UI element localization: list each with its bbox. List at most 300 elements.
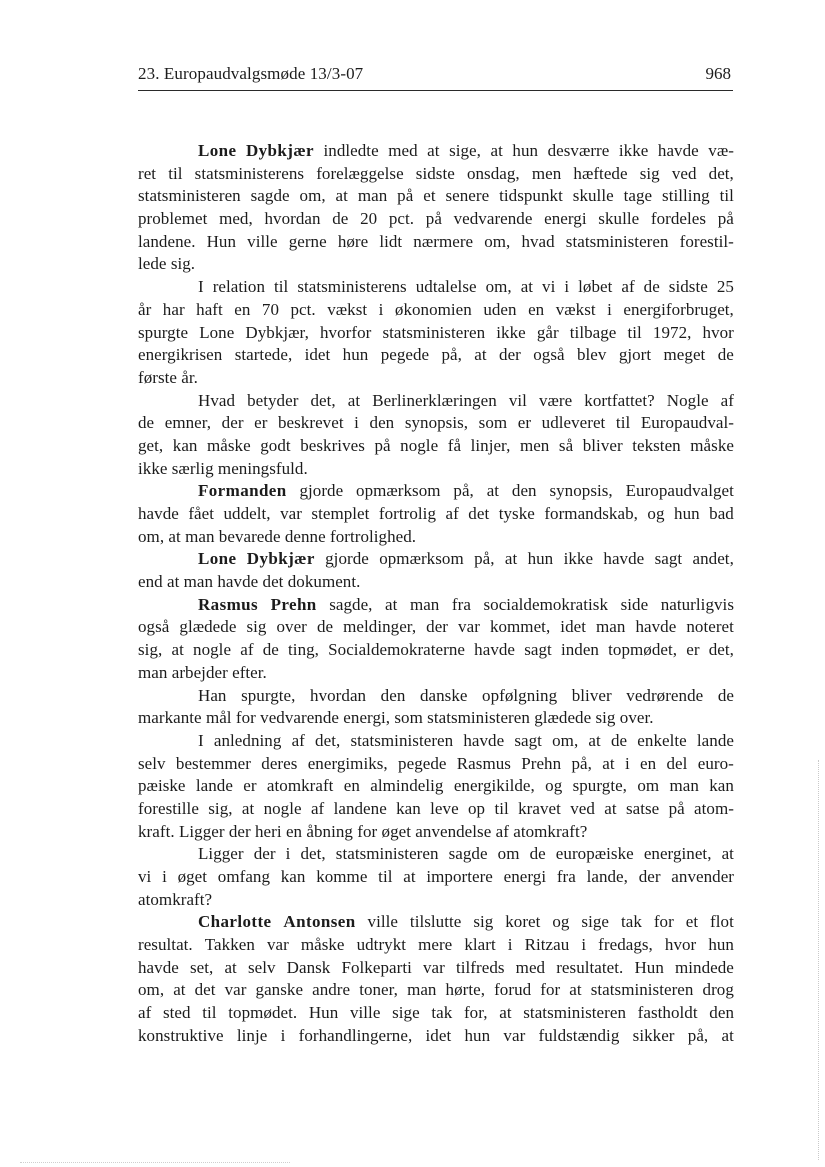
word: hun: [512, 141, 539, 160]
word: i: [564, 277, 570, 297]
word: atomkraft: [266, 776, 334, 796]
word: udtalelse: [415, 277, 477, 297]
word: hvad: [521, 231, 555, 251]
word: over: [276, 617, 307, 637]
text-line: [138, 934, 734, 957]
word: kravet: [518, 798, 561, 818]
word: ting,: [288, 640, 319, 660]
word: kan: [280, 867, 306, 886]
word: koret: [505, 912, 541, 932]
text-line: [138, 435, 734, 458]
speaker-name: Formanden: [198, 481, 287, 501]
word: kommet,: [489, 617, 551, 637]
word: var: [266, 935, 289, 955]
word: tilbage: [569, 322, 617, 342]
line-text: første år.: [138, 367, 198, 387]
word: emner,: [164, 413, 212, 433]
word: kan: [396, 798, 421, 818]
word: ganske: [255, 980, 304, 1000]
word: synopsis,: [404, 413, 469, 433]
word: uddelt,: [223, 504, 271, 523]
word: går: [536, 322, 559, 342]
word: godt: [260, 435, 291, 455]
word: i: [507, 935, 513, 955]
word: hun: [342, 345, 369, 365]
word: i: [285, 844, 291, 864]
text-line: [138, 821, 734, 844]
word: sig,: [138, 640, 163, 660]
word: de: [138, 413, 155, 433]
word: sig,: [208, 798, 233, 818]
word: vedvarende: [453, 209, 533, 229]
word: Folkeparti: [341, 957, 412, 977]
word: havde: [138, 504, 179, 523]
text-line: [138, 843, 734, 866]
text-line: [138, 526, 734, 549]
word: fuldstændig: [538, 1025, 620, 1045]
text-line: [138, 616, 734, 639]
word: 20: [360, 209, 378, 229]
word: 25: [716, 277, 734, 297]
word: til: [627, 322, 642, 342]
word: væ-: [708, 141, 734, 160]
word: ikke: [563, 549, 594, 569]
word: anledning: [213, 730, 282, 750]
word: ikke: [618, 141, 649, 160]
word: at: [490, 141, 503, 160]
word: lande: [696, 730, 734, 750]
word: hørte,: [445, 980, 486, 1000]
word: med: [388, 141, 418, 160]
word: for,: [463, 1003, 488, 1023]
word: at: [241, 798, 255, 818]
text-line: [138, 390, 734, 413]
word: det: [194, 980, 216, 1000]
word: ville: [367, 912, 398, 932]
text-line: [138, 458, 734, 481]
word: bad: [709, 504, 734, 523]
word: der: [426, 617, 449, 637]
line-text: kraft. Ligger der heri en åbning for øget anvendelse af atomkraft?: [138, 821, 588, 841]
word: startede,: [234, 345, 293, 365]
text-line: [138, 798, 734, 821]
line-text: lede sig.: [138, 254, 196, 274]
word: Europaudvalget: [625, 481, 734, 501]
word: var: [503, 1025, 526, 1045]
word: omfang: [217, 867, 271, 886]
speaker-name: Dybkjær: [245, 141, 314, 160]
word: landene.: [138, 231, 196, 251]
word: tak: [431, 1003, 453, 1023]
word: senere: [445, 186, 490, 206]
word: problemet: [138, 209, 208, 229]
word: Takken: [204, 935, 255, 955]
word: vedrørende: [626, 685, 704, 705]
word: at: [520, 277, 534, 297]
word: af: [445, 504, 459, 523]
word: enkelte: [637, 730, 687, 750]
word: Ligger: [198, 844, 244, 864]
word: for: [653, 912, 674, 932]
word: en: [640, 753, 657, 773]
word: drog: [702, 980, 734, 1000]
word: var: [423, 957, 445, 977]
word: en: [234, 299, 251, 319]
text-line: [138, 594, 734, 617]
word: Dybkjær,: [245, 322, 309, 342]
word: noteret: [686, 617, 734, 637]
text-line: [138, 253, 734, 276]
word: spurgte,: [572, 776, 627, 796]
word: tak: [620, 912, 642, 932]
word: statsministeren: [138, 186, 241, 206]
word: havde: [635, 617, 677, 637]
word: på,: [453, 481, 474, 501]
text-line: [138, 1002, 734, 1025]
word: det: [468, 504, 490, 523]
word: andre: [312, 980, 351, 1000]
word: stemplet: [311, 504, 370, 523]
word: at: [721, 1025, 734, 1045]
word: del: [666, 753, 688, 773]
word: teksten: [632, 435, 681, 455]
word: 1972,: [652, 322, 692, 342]
text-line: [138, 480, 734, 503]
word: de: [262, 640, 279, 660]
word: den: [380, 685, 406, 705]
word: der: [499, 345, 521, 365]
word: er: [686, 640, 700, 660]
word: europæiske: [555, 844, 634, 864]
word: sagde,: [329, 594, 373, 614]
word: i: [354, 413, 359, 433]
word: Lone: [199, 322, 235, 342]
word: i: [607, 299, 612, 319]
word: at: [474, 345, 487, 365]
word: ville: [349, 1003, 381, 1023]
word: der: [638, 867, 661, 886]
word: I: [198, 730, 204, 750]
word: med: [515, 957, 546, 977]
word: tage: [623, 186, 653, 206]
word: importere: [426, 867, 493, 886]
word: til: [168, 163, 183, 183]
word: sagde: [448, 844, 488, 864]
word: de: [717, 685, 734, 705]
word: vil: [508, 390, 527, 410]
word: om,: [299, 186, 326, 206]
word: Dansk: [286, 957, 331, 977]
word: og: [647, 504, 665, 523]
word: et: [423, 186, 436, 206]
word: til: [274, 277, 289, 297]
word: fortrolig: [378, 504, 437, 523]
word: vi: [138, 867, 152, 886]
word: kan: [709, 776, 734, 796]
word: relation: [212, 277, 266, 297]
word: pegede: [380, 345, 430, 365]
word: opmærksom: [356, 481, 441, 501]
word: om,: [484, 231, 511, 251]
word: om,: [552, 730, 579, 750]
word: så: [558, 435, 574, 455]
word: lande: [195, 776, 233, 796]
word: havde: [138, 957, 179, 977]
word: en: [343, 776, 360, 796]
word: bestemmer: [175, 753, 251, 773]
word: desværre: [547, 141, 610, 160]
word: statsministeren: [382, 322, 486, 342]
text-line: [138, 639, 734, 662]
word: sige: [581, 912, 610, 932]
word: hvordan: [264, 209, 321, 229]
line-text: end at man havde det dokument.: [138, 572, 361, 592]
word: Berlinerklæringen: [372, 390, 497, 410]
word: øget: [177, 867, 208, 886]
word: naturligvis: [660, 594, 734, 614]
word: at: [427, 141, 440, 160]
word: forelæggelse: [316, 163, 404, 183]
word: på,: [441, 345, 462, 365]
word: er: [243, 776, 257, 796]
word: sikker: [632, 1025, 675, 1045]
word: flot: [710, 912, 734, 932]
word: de: [643, 277, 660, 297]
word: pegede: [398, 753, 447, 773]
word: at: [588, 730, 601, 750]
word: skulle: [598, 209, 640, 229]
text-line: [138, 866, 734, 889]
word: i: [378, 299, 384, 319]
word: statsministeren: [590, 980, 694, 1000]
word: at: [347, 390, 361, 410]
word: hvorfor: [320, 322, 372, 342]
word: måske: [690, 435, 734, 455]
word: idet: [425, 1025, 452, 1045]
word: til: [202, 1003, 217, 1023]
word: anvender: [671, 867, 734, 886]
word: en: [528, 299, 545, 319]
word: fastholdt: [637, 1003, 698, 1023]
word: Hun: [206, 231, 237, 251]
word: til: [378, 867, 393, 886]
word: økonomien: [394, 299, 472, 319]
word: opfølgning: [482, 685, 558, 705]
word: nogle: [193, 640, 232, 660]
word: på: [425, 209, 442, 229]
word: fra: [556, 867, 576, 886]
word: resultatet.: [556, 957, 624, 977]
speaker-name: Lone: [198, 141, 237, 160]
word: ikke: [496, 322, 526, 342]
word: bliver: [571, 685, 612, 705]
word: pct.: [290, 299, 316, 319]
word: at: [224, 957, 237, 977]
word: energiforbruget,: [623, 299, 734, 319]
word: det,: [300, 844, 326, 864]
word: idet: [304, 345, 331, 365]
word: tyske: [498, 504, 535, 523]
word: statsministeren: [523, 1003, 626, 1023]
text-line: [138, 140, 734, 163]
word: inden: [560, 640, 599, 660]
line-text: markante mål for vedvarende energi, som statsministeren glædede sig over.: [138, 708, 654, 728]
word: statsministerens: [297, 277, 407, 297]
word: på,: [571, 753, 592, 773]
word: at: [335, 186, 348, 206]
word: man: [357, 186, 388, 206]
word: get,: [138, 435, 164, 455]
word: at: [499, 1003, 512, 1023]
word: energikrisen: [138, 345, 223, 365]
word: af: [621, 277, 635, 297]
word: udtrykt: [356, 935, 407, 955]
word: linjer,: [470, 435, 511, 455]
word: side: [620, 594, 649, 614]
word: et: [685, 912, 699, 932]
text-line: [138, 185, 734, 208]
word: energi: [544, 209, 587, 229]
word: også: [533, 345, 565, 365]
word: hæftede: [573, 163, 628, 183]
word: måske: [300, 935, 345, 955]
word: at: [171, 640, 184, 660]
word: man: [669, 776, 699, 796]
word: gerne: [288, 231, 327, 251]
word: og: [545, 776, 563, 796]
text-line: [138, 1025, 734, 1048]
word: gjort: [618, 345, 652, 365]
word: vækst: [327, 299, 368, 319]
word: spurgte,: [241, 685, 296, 705]
word: hvordan: [310, 685, 367, 705]
word: I: [198, 277, 204, 297]
word: Europaudval-: [640, 413, 734, 433]
word: Han: [198, 685, 227, 705]
word: sig: [639, 163, 660, 183]
text-line: [138, 707, 734, 730]
word: set,: [189, 957, 214, 977]
word: konstruktive: [138, 1025, 224, 1045]
word: euro-: [697, 753, 734, 773]
word: at: [385, 594, 398, 614]
word: for: [540, 980, 561, 1000]
word: forud: [494, 980, 532, 1000]
word: sagde: [250, 186, 290, 206]
word: man: [596, 617, 626, 637]
text-line: [138, 299, 734, 322]
word: til: [494, 798, 509, 818]
word: til: [615, 413, 631, 433]
word: de: [529, 844, 546, 864]
word: Rasmus: [456, 753, 511, 773]
text-line: [138, 979, 734, 1002]
speaker-name: Charlotte: [198, 912, 272, 932]
word: hvor: [702, 322, 734, 342]
word: med,: [219, 209, 253, 229]
text-line: [138, 775, 734, 798]
word: om,: [485, 277, 512, 297]
text-line: [138, 571, 734, 594]
scan-edge-marks: [816, 760, 819, 1160]
word: Socialdemokraterne: [328, 640, 465, 660]
text-line: [138, 163, 734, 186]
line-text: man arbejder efter.: [138, 662, 267, 682]
word: spurgte: [138, 322, 189, 342]
speaker-name: Lone: [198, 549, 237, 569]
word: komme: [316, 867, 368, 886]
word: atom-: [694, 798, 734, 818]
word: stilling: [662, 186, 710, 206]
word: at: [403, 867, 416, 886]
word: andet,: [692, 549, 734, 569]
word: de: [332, 209, 349, 229]
speaker-name: Antonsen: [283, 912, 356, 932]
minutes-body: [138, 140, 734, 1048]
word: at: [569, 980, 582, 1000]
word: på,: [687, 1025, 709, 1045]
word: sagt: [524, 640, 552, 660]
word: sige,: [449, 141, 481, 160]
line-text: ikke særlig meningsfuld.: [138, 458, 308, 478]
word: uden: [483, 299, 517, 319]
word: om,: [138, 980, 165, 1000]
word: af: [310, 798, 325, 818]
text-line: [138, 344, 734, 367]
word: den: [369, 413, 395, 433]
word: havde: [603, 549, 645, 569]
word: pæiske: [138, 776, 186, 796]
word: sagt: [654, 549, 683, 569]
word: man: [407, 980, 437, 1000]
word: forestille: [138, 798, 199, 818]
word: statsministeren: [350, 730, 454, 750]
word: mindede: [675, 957, 734, 977]
word: af: [240, 640, 254, 660]
scan-bottom-marks: [20, 1161, 290, 1163]
word: glædede: [179, 617, 237, 637]
text-line: [138, 322, 734, 345]
word: energikilde,: [453, 776, 535, 796]
word: landene: [333, 798, 387, 818]
word: hun: [464, 1025, 491, 1045]
word: fra: [451, 594, 471, 614]
word: energimiks,: [307, 753, 388, 773]
page-header: [138, 60, 733, 91]
word: linje: [236, 1025, 268, 1045]
word: om: [497, 844, 520, 864]
word: hun: [527, 549, 554, 569]
word: var: [280, 504, 302, 523]
word: Hvad: [198, 390, 236, 410]
word: det,: [708, 163, 734, 183]
word: at: [173, 980, 186, 1000]
word: af: [720, 390, 734, 410]
word: at: [504, 549, 518, 569]
text-line: [138, 730, 734, 753]
word: onsdag,: [466, 163, 520, 183]
word: Hun: [634, 957, 664, 977]
word: sagt: [514, 730, 542, 750]
word: var: [224, 980, 247, 1000]
word: på,: [474, 549, 495, 569]
word: danske: [419, 685, 468, 705]
text-line: [138, 503, 734, 526]
word: Hun: [308, 1003, 339, 1023]
word: de: [610, 730, 628, 750]
word: høre: [337, 231, 369, 251]
text-line: [138, 911, 734, 934]
